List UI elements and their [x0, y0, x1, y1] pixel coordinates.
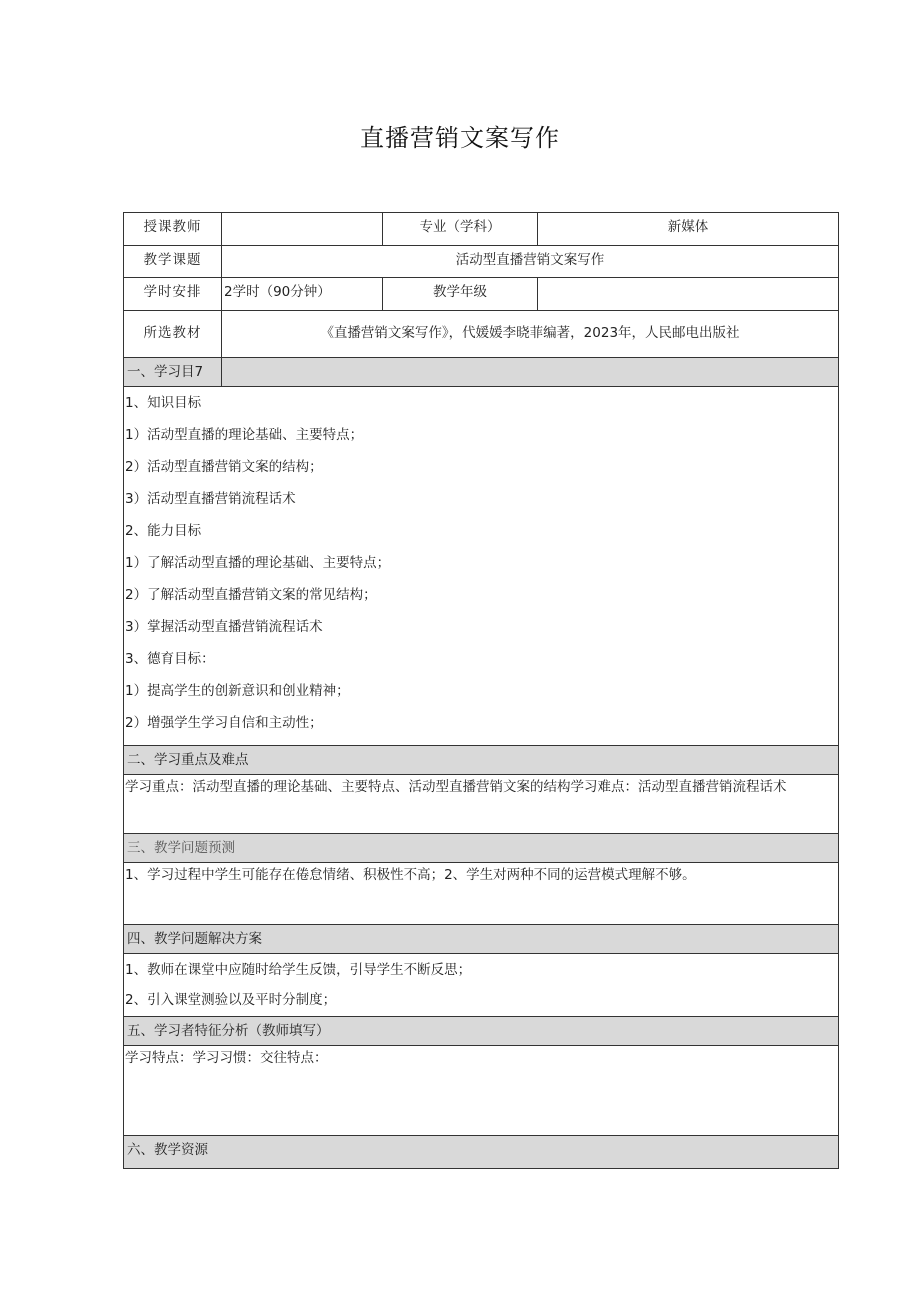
objective-line: 1）了解活动型直播的理论基础、主要特点；: [125, 555, 391, 571]
hours-value: 2学时（90分钟）: [222, 278, 383, 311]
section-6-title: 六、教学资源: [124, 1136, 839, 1169]
objective-line: 2）活动型直播营销文案的结构；: [125, 459, 323, 475]
objective-line: 3）活动型直播营销流程话术: [125, 491, 296, 507]
learning-objectives-list: [125, 389, 837, 745]
objective-line: 2、能力目标: [125, 523, 202, 539]
objective-line: [125, 741, 837, 745]
hours-label: 学时安排: [124, 278, 222, 311]
section-5-body: 学习特点：学习习惯：交往特点：: [124, 1046, 839, 1136]
objective-line: 3、德育目标：: [125, 651, 215, 667]
solution-line: 1、教师在课堂中应随时给学生反馈，引导学生不断反思；: [125, 962, 472, 978]
teacher-value: [222, 213, 383, 246]
topic-value: 活动型直播营销文案写作: [222, 246, 839, 278]
objective-line: 3）掌握活动型直播营销流程话术: [125, 619, 323, 635]
section-1-title: 一、学习目7: [124, 358, 222, 387]
page-title: 直播营销文案写作: [360, 124, 560, 152]
lesson-plan-table: [123, 212, 839, 1169]
solution-line: 2、引入课堂测验以及平时分制度；: [125, 992, 337, 1008]
section-1-title-fill: [222, 358, 839, 387]
objective-line: 1、知识目标: [125, 395, 202, 411]
grade-value: [538, 278, 839, 311]
section-5-title: 五、学习者特征分析（教师填写）: [124, 1017, 839, 1046]
topic-label: 教学课题: [124, 246, 222, 278]
teacher-label: 授课教师: [124, 213, 222, 246]
textbook-label: 所选教材: [124, 311, 222, 358]
section-1-body: [124, 387, 839, 746]
section-3-title: 三、教学问题预测: [124, 834, 839, 863]
section-2-title: 二、学习重点及难点: [124, 746, 839, 775]
objective-line: 2）了解活动型直播营销文案的常见结构；: [125, 587, 377, 603]
objective-line: 1）活动型直播的理论基础、主要特点；: [125, 427, 364, 443]
section-4-body: [124, 954, 839, 1017]
section-3-body: 1、学习过程中学生可能存在倦怠情绪、积极性不高；2、学生对两种不同的运营模式理解不够。: [124, 863, 839, 925]
section-4-title: 四、教学问题解决方案: [124, 925, 839, 954]
major-label: 专业（学科）: [383, 213, 538, 246]
objective-line: 1）提高学生的创新意识和创业精神；: [125, 683, 350, 699]
objective-line: 2）增强学生学习自信和主动性；: [125, 715, 323, 731]
textbook-value: 《直播营销文案写作》，代媛媛李晓菲编著，2023年，人民邮电出版社: [222, 311, 839, 358]
major-value: 新媒体: [538, 213, 839, 246]
grade-label: 教学年级: [383, 278, 538, 311]
section-2-body: 学习重点：活动型直播的理论基础、主要特点、活动型直播营销文案的结构学习难点：活动型直播营销流程话术: [124, 775, 839, 834]
